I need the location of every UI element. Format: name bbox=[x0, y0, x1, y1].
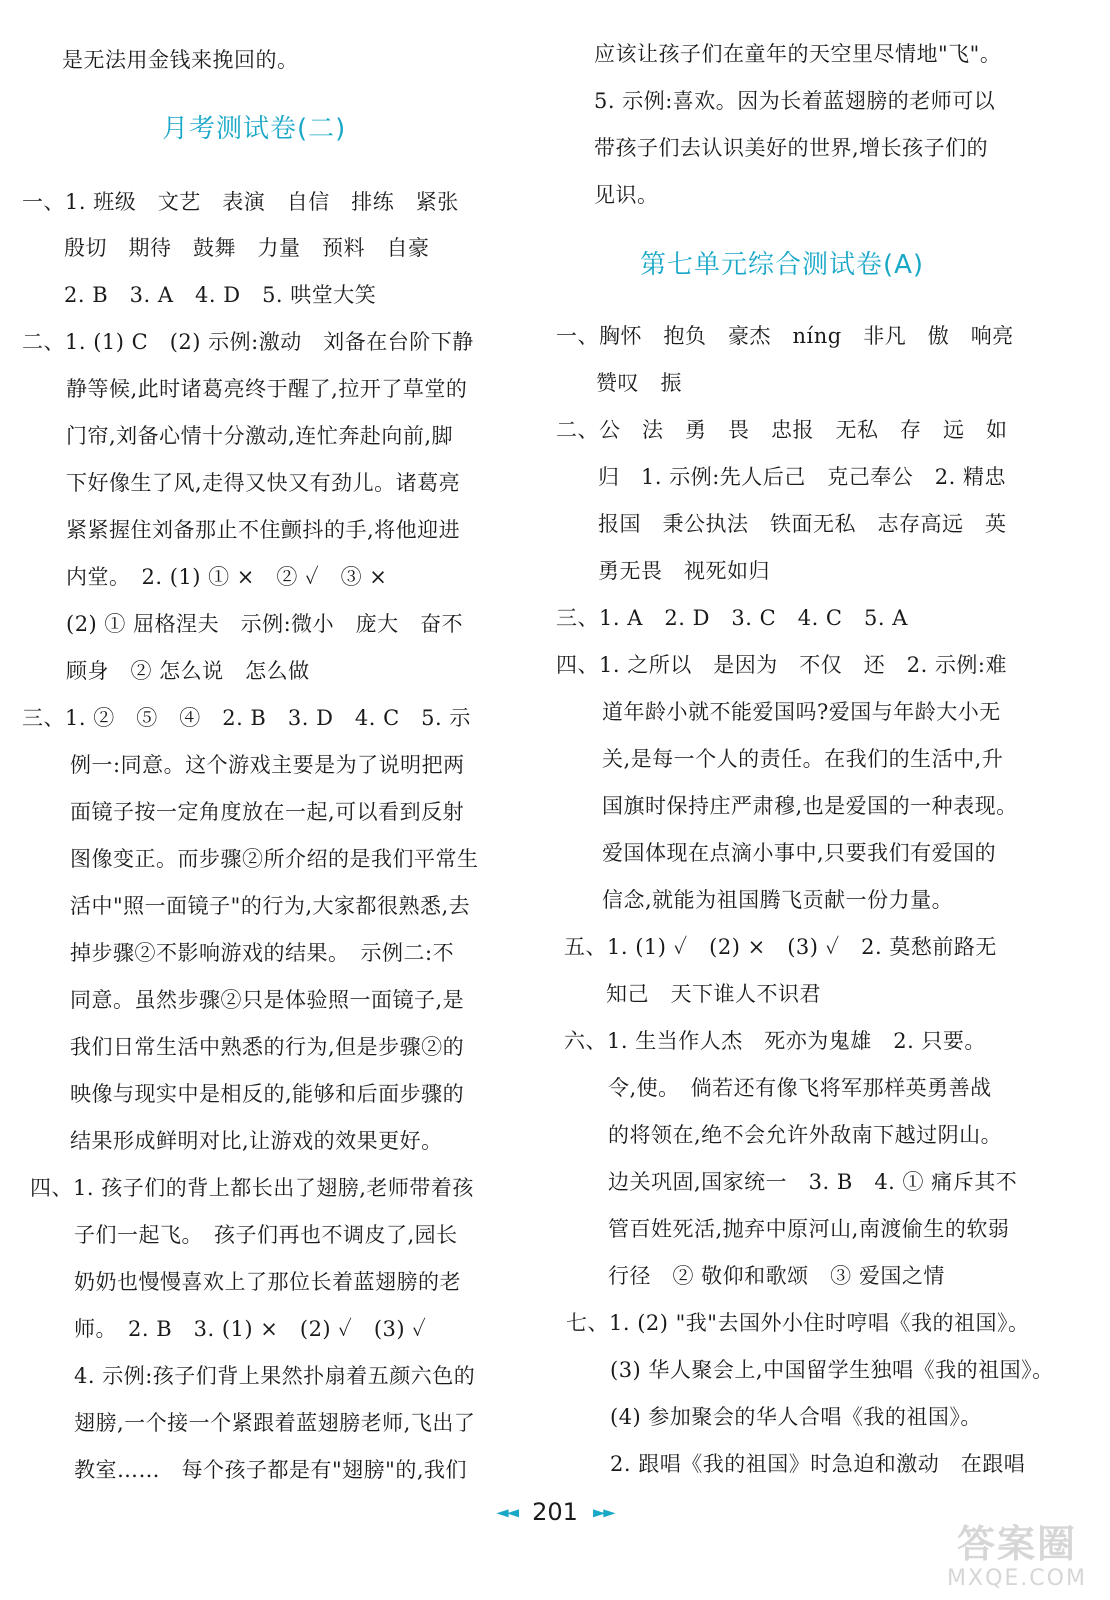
watermark-text: 答案圈 bbox=[956, 1522, 1077, 1566]
watermark-logo bbox=[932, 1522, 1102, 1596]
text-line: 信念,就能为祖国腾飞贡献一份力量。 bbox=[602, 888, 954, 912]
text-line: 门帘,刘备心情十分激动,连忙奔赴向前,脚 bbox=[66, 424, 454, 448]
text-line: 七、1. (2) "我"去国外小住时哼唱《我的祖国》。 bbox=[566, 1311, 1030, 1335]
text-line: 是无法用金钱来挽回的。 bbox=[62, 48, 299, 72]
text-line: 例一:同意。这个游戏主要是为了说明把两 bbox=[70, 753, 465, 777]
text-line: 边关巩固,国家统一 3. B 4. ① 痛斥其不 bbox=[608, 1170, 1018, 1194]
text-line: 掉步骤②不影响游戏的结果。 示例二:不 bbox=[70, 941, 455, 965]
text-line: 2. B 3. A 4. D 5. 哄堂大笑 bbox=[64, 283, 377, 307]
text-line: 四、1. 之所以 是因为 不仅 还 2. 示例:难 bbox=[556, 653, 1007, 677]
text-line: 六、1. 生当作人杰 死亦为鬼雄 2. 只要。 bbox=[564, 1029, 986, 1053]
text-line: 勇无畏 视死如归 bbox=[598, 559, 770, 583]
text-line: 应该让孩子们在童年的天空里尽情地"飞"。 bbox=[594, 42, 1002, 66]
text-line: 我们日常生活中熟悉的行为,但是步骤②的 bbox=[70, 1035, 465, 1059]
text-line: 四、1. 孩子们的背上都长出了翅膀,老师带着孩 bbox=[30, 1176, 474, 1200]
text-line: 关,是每一个人的责任。在我们的生活中,升 bbox=[602, 747, 1004, 771]
text-line: (3) 华人聚会上,中国留学生独唱《我的祖国》。 bbox=[610, 1358, 1054, 1382]
text-line: 的将领在,绝不会允许外敌南下越过阴山。 bbox=[608, 1123, 1003, 1147]
text-line: (4) 参加聚会的华人合唱《我的祖国》。 bbox=[610, 1405, 982, 1429]
text-line: 教室…… 每个孩子都是有"翅膀"的,我们 bbox=[74, 1458, 467, 1482]
text-line: 赞叹 振 bbox=[596, 371, 682, 395]
text-line: 映像与现实中是相反的,能够和后面步骤的 bbox=[70, 1082, 465, 1106]
text-line: 师。 2. B 3. (1) × (2) ✓ (3) ✓ bbox=[74, 1317, 427, 1341]
text-line: 下好像生了风,走得又快又有劲儿。诸葛亮 bbox=[66, 471, 461, 495]
text-line: 子们一起飞。 孩子们再也不调皮了,园长 bbox=[74, 1223, 458, 1247]
text-line: 一、胸怀 抱负 豪杰 níng 非凡 傲 响亮 bbox=[556, 324, 1014, 348]
text-line: 紧紧握住刘备那止不住颤抖的手,将他迎进 bbox=[66, 518, 461, 542]
watermark-url: MXQE.COM bbox=[947, 1566, 1087, 1591]
text-line: 同意。虽然步骤②只是体验照一面镜子,是 bbox=[70, 988, 465, 1012]
text-line: 翅膀,一个接一个紧跟着蓝翅膀老师,飞出了 bbox=[74, 1411, 476, 1435]
text-line: 国旗时保持庄严肃穆,也是爱国的一种表现。 bbox=[602, 794, 1018, 818]
section-heading: 第七单元综合测试卷(A) bbox=[640, 250, 925, 280]
text-line: 奶奶也慢慢喜欢上了那位长着蓝翅膀的老 bbox=[74, 1270, 461, 1294]
prev-arrows-icon: ◄◄ bbox=[496, 1502, 517, 1522]
text-line: 带孩子们去认识美好的世界,增长孩子们的 bbox=[594, 136, 989, 160]
text-line: 2. 跟唱《我的祖国》时急迫和激动 在跟唱 bbox=[610, 1452, 1026, 1476]
text-line: 报国 秉公执法 铁面无私 志存高远 英 bbox=[598, 512, 1007, 536]
text-line: 二、公 法 勇 畏 忠报 无私 存 远 如 bbox=[556, 418, 1008, 442]
text-line: 4. 示例:孩子们背上果然扑扇着五颜六色的 bbox=[74, 1364, 476, 1388]
text-line: 二、1. (1) C (2) 示例:激动 刘备在台阶下静 bbox=[22, 330, 474, 354]
page-number: 201 bbox=[532, 1498, 578, 1526]
text-line: (2) ① 屈格涅夫 示例:微小 庞大 奋不 bbox=[66, 612, 464, 636]
text-line: 面镜子按一定角度放在一起,可以看到反射 bbox=[70, 800, 465, 824]
text-line: 见识。 bbox=[594, 183, 659, 207]
section-heading: 月考测试卷(二) bbox=[162, 114, 347, 144]
text-line: 图像变正。而步骤②所介绍的是我们平常生 bbox=[70, 847, 479, 871]
text-line: 一、1. 班级 文艺 表演 自信 排练 紧张 bbox=[22, 190, 459, 214]
text-line: 结果形成鲜明对比,让游戏的效果更好。 bbox=[70, 1129, 443, 1153]
text-line: 爱国体现在点滴小事中,只要我们有爱国的 bbox=[602, 841, 997, 865]
text-line: 知己 天下谁人不识君 bbox=[606, 982, 821, 1006]
next-arrows-icon: ►► bbox=[593, 1502, 614, 1522]
text-line: 静等候,此时诸葛亮终于醒了,拉开了草堂的 bbox=[66, 377, 468, 401]
text-line: 顾身 ② 怎么说 怎么做 bbox=[66, 659, 310, 683]
text-line: 5. 示例:喜欢。因为长着蓝翅膀的老师可以 bbox=[594, 89, 996, 113]
text-line: 活中"照一面镜子"的行为,大家都很熟悉,去 bbox=[70, 894, 471, 918]
text-line: 归 1. 示例:先人后己 克己奉公 2. 精忠 bbox=[598, 465, 1006, 489]
text-line: 三、1. A 2. D 3. C 4. C 5. A bbox=[556, 606, 908, 630]
text-line: 令,使。 倘若还有像飞将军那样英勇善战 bbox=[608, 1076, 992, 1100]
text-line: 三、1. ② ⑤ ④ 2. B 3. D 4. C 5. 示 bbox=[22, 706, 471, 730]
text-line: 道年龄小就不能爱国吗?爱国与年龄大小无 bbox=[602, 700, 1001, 724]
text-line: 五、1. (1) ✓ (2) × (3) ✓ 2. 莫愁前路无 bbox=[564, 935, 997, 959]
text-line: 内堂。 2. (1) ① × ② ✓ ③ × bbox=[66, 565, 388, 589]
text-line: 殷切 期待 鼓舞 力量 预料 自豪 bbox=[64, 236, 430, 260]
text-line: 管百姓死活,抛弃中原河山,南渡偷生的软弱 bbox=[608, 1217, 1010, 1241]
text-line: 行径 ② 敬仰和歌颂 ③ 爱国之情 bbox=[608, 1264, 945, 1288]
